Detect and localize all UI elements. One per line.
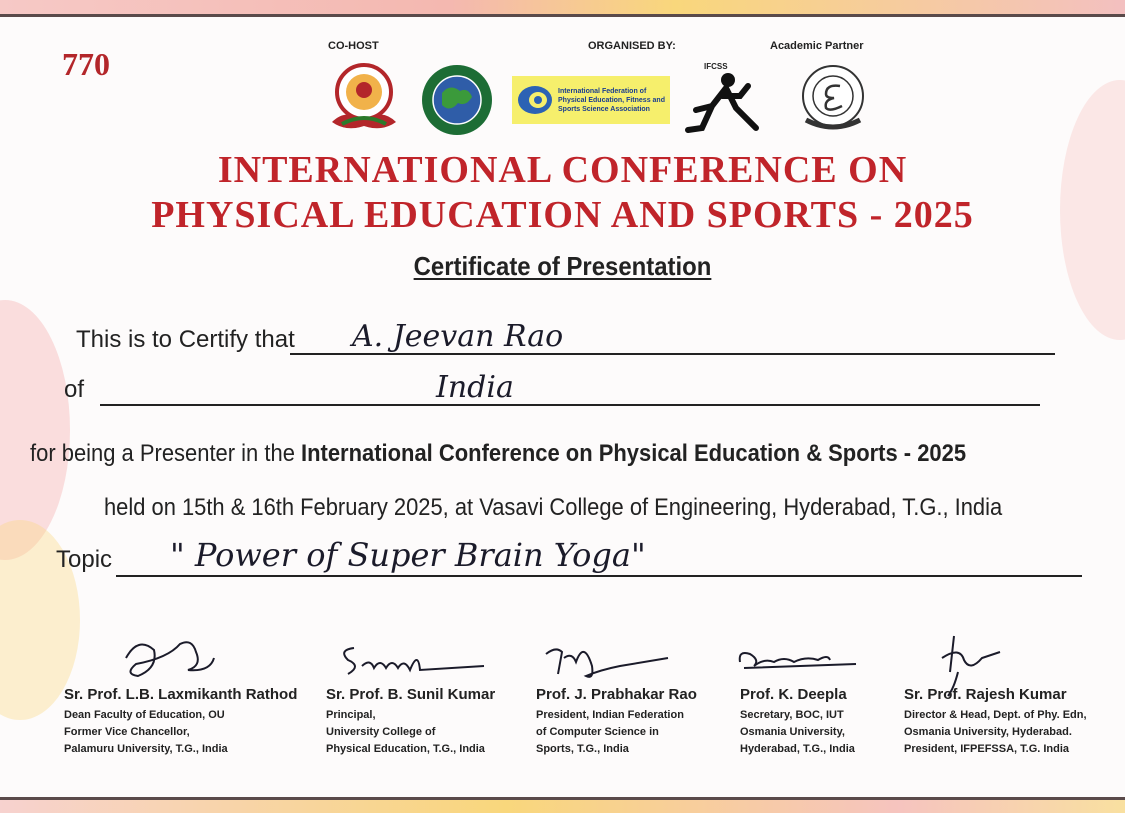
signatory-3-name: Prof. J. Prabhakar Rao xyxy=(536,686,697,703)
signatory-3-roles xyxy=(536,707,684,758)
cohost-label: CO-HOST xyxy=(328,40,379,52)
federation-line-1: International Federation of xyxy=(558,87,647,95)
signatory-2-name: Sr. Prof. B. Sunil Kumar xyxy=(326,686,496,703)
signature-1-image xyxy=(118,630,228,686)
held-statement: held on 15th & 16th February 2025, at Vasavi College of Engineering, Hyderabad, T.G., India xyxy=(104,494,1003,521)
signatory-4-name: Prof. K. Deepla xyxy=(740,686,847,703)
signatory-5-roles xyxy=(904,707,1087,758)
federation-line-3: Sports Science Association xyxy=(558,105,650,113)
presenter-statement xyxy=(30,440,966,468)
globe-society-logo xyxy=(420,63,494,137)
recipient-name: A. Jeevan Rao xyxy=(352,319,564,354)
recipient-country: India xyxy=(436,370,514,405)
signatory-2-roles xyxy=(326,707,485,758)
signature-2-image xyxy=(334,640,494,684)
signatory-3-role-1: President, Indian Federation xyxy=(536,709,684,721)
conference-title-line-2: PHYSICAL EDUCATION AND SPORTS - 2025 xyxy=(151,194,974,236)
federation-emblem-icon xyxy=(516,83,554,117)
signatory-1-roles xyxy=(64,707,228,758)
certificate-subtitle: Certificate of Presentation xyxy=(413,251,712,281)
signatory-2-role-1: Principal, xyxy=(326,709,376,721)
top-decorative-band xyxy=(0,0,1125,14)
country-underline xyxy=(100,404,1040,406)
conference-title-line-1: INTERNATIONAL CONFERENCE ON xyxy=(217,149,908,191)
topic-underline xyxy=(116,575,1082,577)
signatory-1-name: Sr. Prof. L.B. Laxmikanth Rathod xyxy=(64,686,298,703)
conference-name-bold: International Conference on Physical Education & Sports - 2025 xyxy=(301,440,967,467)
signatory-4-role-2: Osmania University, xyxy=(740,726,845,738)
signatory-1-role-1: Dean Faculty of Education, OU xyxy=(64,709,225,721)
bottom-decorative-band xyxy=(0,800,1125,813)
presentation-topic: " Power of Super Brain Yoga" xyxy=(170,536,646,574)
signatory-3-role-2: of Computer Science in xyxy=(536,726,659,738)
signatory-5-role-1: Director & Head, Dept. of Phy. Edn, xyxy=(904,709,1087,721)
academic-partner-label: Academic Partner xyxy=(770,40,864,52)
signatory-1-role-2: Former Vice Chancellor, xyxy=(64,726,190,738)
host-college-logo xyxy=(326,62,402,136)
signature-4-image xyxy=(734,644,864,678)
signatory-5-role-2: Osmania University, Hyderabad. xyxy=(904,726,1072,738)
of-label: of xyxy=(64,376,85,403)
signatory-4-role-1: Secretary, BOC, IUT xyxy=(740,709,844,721)
signatory-5-name: Sr. Prof. Rajesh Kumar xyxy=(904,686,1067,703)
certificate-number: 770 xyxy=(62,46,110,82)
signatory-2-role-3: Physical Education, T.G., India xyxy=(326,743,485,755)
top-border-line xyxy=(0,14,1125,17)
certify-label: This is to Certify that xyxy=(76,326,295,353)
signatory-3-role-3: Sports, T.G., India xyxy=(536,743,629,755)
federation-line-2: Physical Education, Fitness and xyxy=(558,96,665,104)
ifcss-label: IFCSS xyxy=(704,62,728,71)
signatory-4-role-3: Hyderabad, T.G., India xyxy=(740,743,855,755)
signatory-5-role-3: President, IFPEFSSA, T.G. India xyxy=(904,743,1070,755)
signatory-1-role-3: Palamuru University, T.G., India xyxy=(64,743,228,755)
organised-by-label: ORGANISED BY: xyxy=(588,40,676,52)
signatory-4-roles xyxy=(740,707,855,758)
topic-label: Topic xyxy=(56,546,113,573)
ifcss-runner-logo xyxy=(682,70,762,136)
federation-logo xyxy=(512,76,670,124)
signature-3-image xyxy=(540,636,670,686)
university-emblem-logo xyxy=(796,62,870,134)
presenter-prefix: for being a Presenter in the xyxy=(30,440,302,467)
signatory-2-role-2: University College of xyxy=(326,726,436,738)
